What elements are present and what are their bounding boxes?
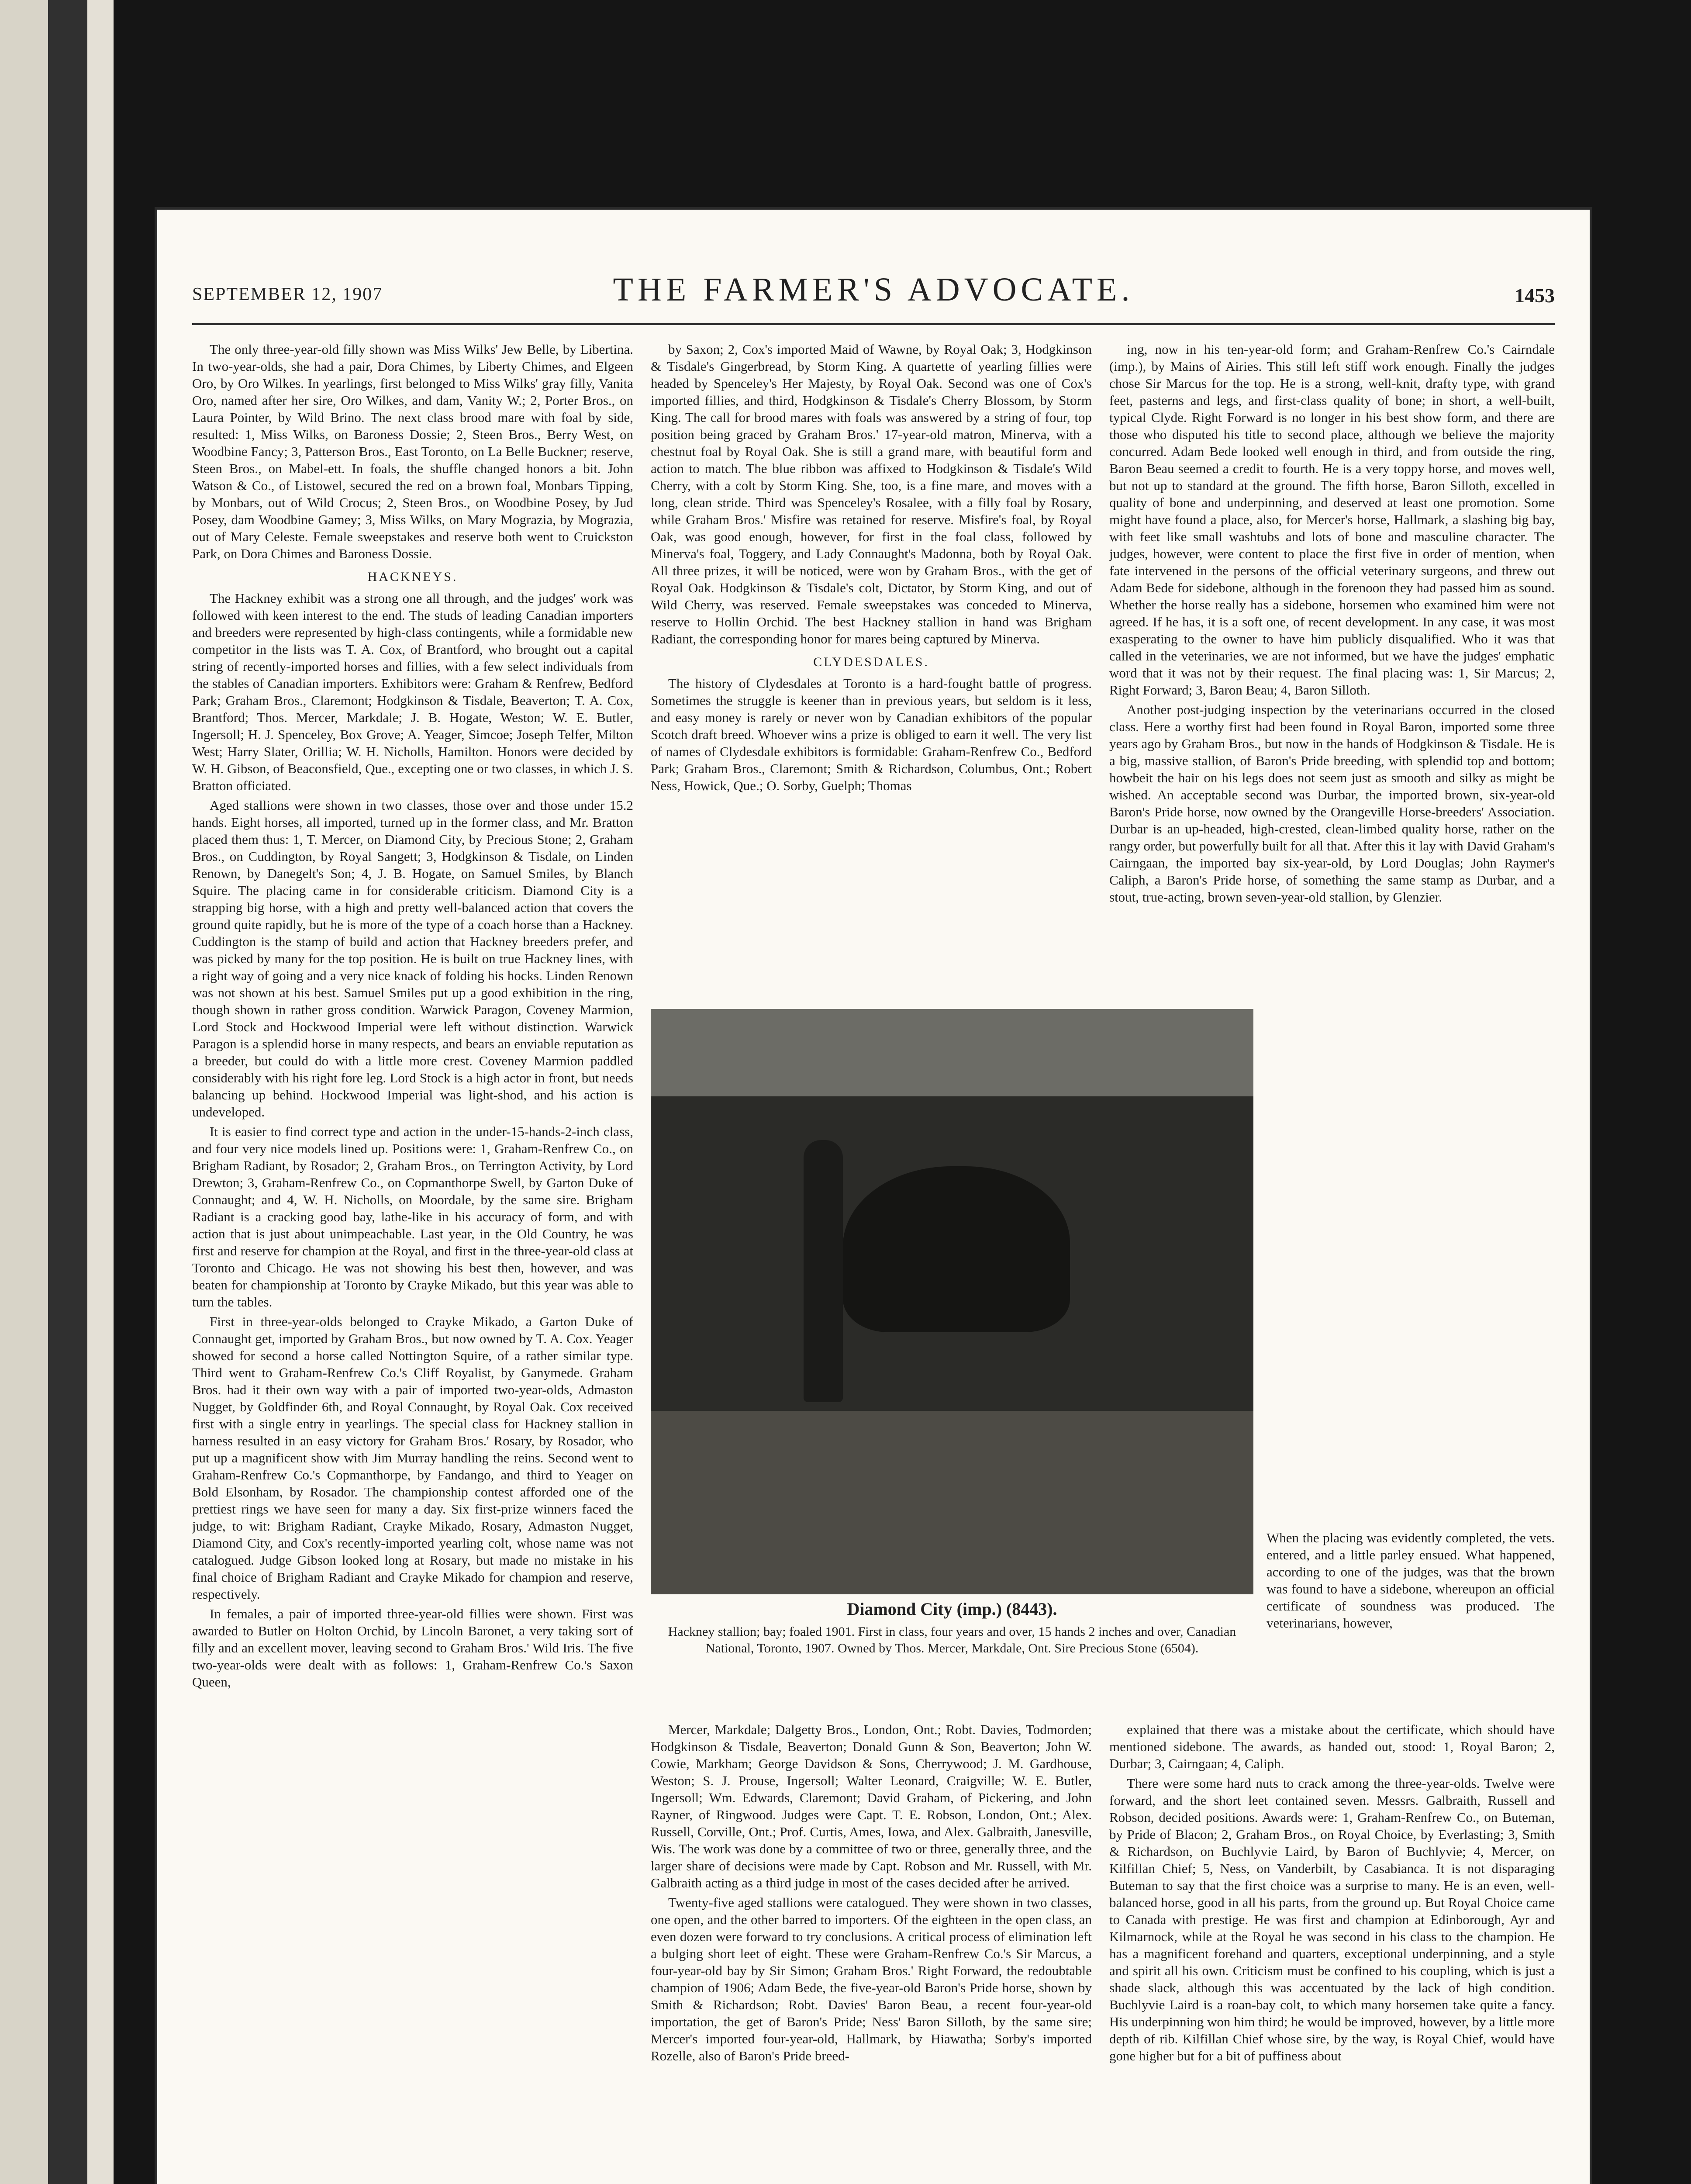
page-number: 1453 — [1515, 284, 1555, 307]
column-3-bottom — [1109, 1721, 1555, 2184]
section-heading-clydesdales: CLYDESDALES. — [813, 655, 929, 669]
paragraph: When the placing was evidently completed, the vets. entered, and a little parley ensued. What happened, according to one of the judges, was that the brown was found to have a sidebone, whereupon an official certificate of soundness was produced. The veterinarians, however, — [1267, 1530, 1555, 1631]
paragraph: Twenty-five aged stallions were catalogued. They were shown in two classes, one open, and the other barred to importers. Of the eighteen in the open class, an even dozen were forward to try conclusions. A critical process of elimination left a bulging short leet of eight. These were Graham-Renfrew Co.'s Sir Marcus, a four-year-old bay by Sir Simon; Graham Bros.' Right Forward, the redoubtable champion of 1906; Adam Bede, the five-year-old Baron's Pride horse, shown by Smith & Richardson; Robt. Davies' Baron Beau, a recent four-year-old importation, the get of Baron's Pride; Ness' Baron Silloth, by the same sire; Mercer's imported four-year-old, Hallmark, by Hiawatha; Sorby's imported Rozelle, also of Baron's Pride breed- — [651, 1895, 1092, 2063]
paragraph: The history of Clydesdales at Toronto is a hard-fought battle of progress. Sometimes the struggle is keener than in previous years, but seldom is it less, and easy money is rarely or never won by Canadian exhibitors of the popular Scotch draft breed. Whoever wins a prize is obliged to earn it well. The very list of names of Clydesdale exhibitors is formidable: Graham-Renfrew Co., Bedford Park; Graham Bros., Claremont; Smith & Richardson, Columbus, Ont.; Robert Ness, Howick, Que.; O. Sorby, Guelph; Thomas — [651, 676, 1092, 793]
paragraph: The Hackney exhibit was a strong one all through, and the judges' work was followed with keen interest to the end. The studs of leading Canadian importers and breeders were represented by high-class contingents, while a formidable new competitor in the lists was T. A. Cox, of Brantford, who brought out a capital string of recently-imported horses and fillies, with a few select individuals from the stables of Canadian importers. Exhibitors were: Graham & Renfrew, Bedford Park; Graham Bros., Claremont; Hodgkinson & Tisdale, Beaverton; T. A. Cox, Brantford; Thos. Mercer, Markdale; J. B. Hogate, Weston; W. E. Butler, Ingersoll; H. J. Spenceley, Box Grove; A. Yeager, Simcoe; Joseph Telfer, Milton West; Harry Slater, Orillia; W. H. Nicholls, Hamilton. Honors were decided by W. H. Gibson, of Beaconsfield, Que., excepting one or two classes, in which J. S. Bratton officiated. — [192, 591, 633, 793]
publication-title: THE FARMER'S ADVOCATE. — [613, 271, 1134, 308]
paragraph: Another post-judging inspection by the veterinarians occurred in the closed class. Here a worthy first had been found in Royal Baron, imported some three years ago by Graham Bros., but now in the hands of Hodgkinson & Tisdale. He is a big, massive stallion, of Baron's Pride breeding, with splendid top and bottom; howbeit the hair on his legs does not seem just as smooth and silky as might be wished. An acceptable second was Durbar, the imported brown, six-year-old Baron's Pride horse, now owned by the Orangeville Horse-breeders' Association. Durbar is an up-headed, high-crested, clean-limbed quality horse, rather on the rangy order, but powerfully built for all that. After this it lay with David Graham's Cairngaan, the imported bay six-year-old, by Lord Douglas; John Raymer's Caliph, a Baron's Pride horse, of something the same stamp as Durbar, and a stout, true-acting, brown seven-year-old stallion, by Glenzier. — [1109, 702, 1555, 905]
paragraph: ing, now in his ten-year-old form; and Graham-Renfrew Co.'s Cairndale (imp.), by Mains of Airies. This still left stiff work enough. Finally the judges chose Sir Marcus for the top. He is a strong, well-knit, drafty type, with grand feet, pasterns and legs, and first-class quality of bone; in short, a well-built, typical Clyde. Right Forward is no longer in his best show form, and there are those who disputed his title to second place, although we believe the majority concurred. Adam Bede looked well enough in third, and from outside the ring, Baron Beau seemed a credit to fourth. He is a very toppy horse, and moves well, but not up to standard at the ground. The fifth horse, Baron Silloth, excelled in quality of bone and underpinning, and deserved at least one promotion. Some might have found a place, also, for Mercer's horse, Hallmark, a slashing big bay, with feet like small washtubs and lots of bone and masculine character. The judges, however, were content to place the first five in order of mention, when fate intervened in the persons of the official veterinary surgeons, and threw out Adam Bede for sidebone, although in the forenoon they had passed him as sound. Whether the horse really has a sidebone, horsemen who examined him were not agreed. If he has, it is a soft one, of recent development. In any case, it was most exasperating to the owner to have him publicly disqualified. Who it was that called in the veterinaries, we are not informed, but we have the judges' emphatic word that it was not by their request. The final placing was: 1, Sir Marcus; 2, Right Forward; 3, Baron Beau; 4, Baron Silloth. — [1109, 342, 1555, 698]
caption-text: Hackney stallion; bay; foaled 1901. First in class, four years and over, 15 hands 2 inches and over, Canadian National, Toronto, 1907. Owned by Thos. Mercer, Markdale, Ont. Sire Precious Stone (6504). — [668, 1624, 1236, 1655]
column-1 — [192, 341, 633, 2184]
section-heading-hackneys: HACKNEYS. — [367, 570, 458, 584]
paragraph: It is easier to find correct type and action in the under-15-hands-2-inch class, and four very nice models lined up. Positions were: 1, Graham-Renfrew Co., on Brigham Radiant, by Rosador; 2, Graham Bros., on Terrington Activity, by Lord Drewton; 3, Graham-Renfrew Co., on Copmanthorpe Swell, by Garton Duke of Connaught; and 4, W. H. Nicholls, on Moordale, by the same sire. Brigham Radiant is a cracking good bay, lathe-like in his accuracy of form, and with action that is just about unimpeachable. Last year, in the Old Country, he was first and reserve for champion at the Royal, and first in the three-year-old class at Toronto and Chicago. He was not showing his best then, however, and was beaten for championship at Toronto by Crayke Mikado, but this year was able to turn the tables. — [192, 1124, 633, 1310]
column-2-bottom — [651, 1721, 1092, 2184]
paragraph: by Saxon; 2, Cox's imported Maid of Wawne, by Royal Oak; 3, Hodgkinson & Tisdale's Gingerbread, by Storm King. A quartette of yearling fillies were headed by Spenceley's Her Majesty, by Royal Oak. Second was one of Cox's imported fillies, and third, Hodgkinson & Tisdale's Cherry Blossom, by Storm King. The call for brood mares with foals was answered by a string of four, top position being graced by Graham Bros.' 17-year-old matron, Minerva, with a chestnut foal by Royal Oak. She is still a grand mare, with beautiful form and action to match. The blue ribbon was affixed to Hodgkinson & Tisdale's Wild Cherry, with a colt by Storm King. She, too, is a fine mare, and moves with a long, clean stride. Third was Spenceley's Rosalee, with a filly foal by Rosary, while Graham Bros.' Misfire was retained for reserve. Misfire's foal, by Royal Oak, was good enough, however, for first in the foal class, followed by Minerva's foal, Toggery, and Lady Connaught's Madonna, both by Royal Oak. All three prizes, it will be noticed, were won by Graham Bros., with the get of Royal Oak. Hodgkinson & Tisdale's colt, Dictator, by Storm King, and out of Wild Cherry, was reserved. Female sweepstakes was conceded to Minerva, reserve to Hollin Orchid. The best Hackney stallion in hand was Brigham Radiant, the corresponding honor for mares being captured by Minerva. — [651, 342, 1092, 646]
paragraph: In females, a pair of imported three-year-old fillies were shown. First was awarded to Butler on Holton Orchid, by Lincoln Baronet, a very taking sort of filly and an excellent mover, leaving second to Graham Bros.' Wild Iris. The five two-year-olds were dealt with as follows: 1, Graham-Renfrew Co.'s Saxon Queen, — [192, 1606, 633, 1690]
column-2-top — [651, 341, 1092, 1005]
issue-date: SEPTEMBER 12, 1907 — [192, 284, 383, 304]
paragraph: The only three-year-old filly shown was Miss Wilks' Jew Belle, by Libertina. In two-year-olds, she had a pair, Dora Chimes, by Liberty Chimes, and Elgeen Oro, by Oro Wilkes. In yearlings, first belonged to Miss Wilks' gray filly, Vanita Oro, named after her sire, Oro Wilkes, and dam, Vanity W.; 2, Porter Bros., on Laura Pointer, by Wild Brino. The next class brood mare with foal by side, resulted: 1, Miss Wilks, on Baroness Dossie; 2, Steen Bros., Berry West, on Woodbine Fancy; 3, Patterson Bros., East Toronto, on La Belle Buckner; reserve, Steen Bros., on Mabel-ett. In foals, the shuffle changed honors a bit. John Watson & Co., of Listowel, secured the red on a brown foal, Monbars Tipping, by Monbars, out of Wild Crocus; 2, Steen Bros., on Woodbine Posey, by Jud Posey, dam Woodbine Gamey; 3, Miss Wilks, on Mary Mograzia, by Mograzia, out of Mary Celeste. Female sweepstakes and reserve both went to Cruickston Park, on Dora Chimes and Baroness Dossie. — [192, 342, 633, 561]
adjacent-page-strip — [87, 0, 114, 2184]
photo-horse — [843, 1166, 1070, 1332]
column-3-narrow — [1267, 1516, 1555, 1717]
header-rule — [192, 323, 1555, 325]
paragraph: First in three-year-olds belonged to Crayke Mikado, a Garton Duke of Connaught get, imported by Graham Bros., but now owned by T. A. Cox. Yeager showed for second a horse called Nottington Squire, of a rather similar type. Third went to Graham-Renfrew Co.'s Cliff Royalist, by Ganymede. Graham Bros. had it their own way with a pair of imported two-year-olds, Admaston Nugget, by Goldfinder 6th, and Royal Connaught, by Royal Oak. Cox received first with a single entry in yearlings. The special class for Hackney stallion in harness resulted in an easy victory for Graham Bros.' Rosary, by Rosador, who put up a magnificent show with Jim Murray handling the reins. Second went to Graham-Renfrew Co.'s Copmanthorpe, by Fandango, and third to Yeager on Bold Elsonham, by Rosador. The championship contest afforded one of the prettiest rings we have seen for many a day. Six first-prize winners faced the judge, to wit: Brigham Radiant, Crayke Mikado, Rosary, Admaston Nugget, Diamond City, and Cox's recently-imported yearling colt, whose name was not catalogued. Judge Gibson looked long at Rosary, but made no mistake in his final choice of Brigham Radiant and Crayke Mikado for champion and reserve, respectively. — [192, 1314, 633, 1602]
paragraph: Mercer, Markdale; Dalgetty Bros., London, Ont.; Robt. Davies, Todmorden; Hodgkinson & Tisdale, Beaverton; Donald Gunn & Son, Beaverton; John W. Cowie, Markham; George Davidson & Sons, Cherrywood; J. M. Gardhouse, Weston; S. J. Prouse, Ingersoll; Walter Leonard, Craigville; W. E. Butler, Ingersoll; Wm. Edwards, Claremont; David Graham, of Pickering, and John Rayner, of Ringwood. Judges were Capt. T. E. Robson, London, Ont.; Alex. Russell, Corville, Ont.; Prof. Curtis, Ames, Iowa, and Alex. Galbraith, Janesville, Wis. The work was done by a committee of two or three, generally three, and the larger share of decisions were made by Capt. Robson and Mr. Russell, with Mr. Galbraith acting as a third judge in most of the cases decided after he arrived. — [651, 1722, 1092, 1890]
newspaper-page — [157, 210, 1590, 2184]
page-gutter-shadow — [48, 0, 87, 2184]
photo-caption — [651, 1599, 1253, 1657]
paragraph: explained that there was a mistake about the certificate, which should have mentioned sidebone. The awards, as handed out, stood: 1, Royal Baron; 2, Durbar; 3, Cairngaan; 4, Caliph. — [1109, 1722, 1555, 1771]
paragraph: Aged stallions were shown in two classes, those over and those under 15.2 hands. Eight horses, all imported, turned up in the former class, and Mr. Bratton placed them thus: 1, T. Mercer, on Diamond City, by Precious Stone; 2, Graham Bros., on Cuddington, by Royal Sangett; 3, Hodgkinson & Tisdale, on Linden Renown, by Danegelt's Son; 4, J. B. Hogate, on Samuel Smiles, by Blanch Squire. The placing came in for considerable criticism. Diamond City is a strapping big horse, with a high and pretty well-balanced action that covers the ground quite rapidly, but he is more of the type of a coach horse than a Hackney. Cuddington is the stamp of build and action that Hackney breeders prefer, and was picked by many for the top position. He is built on true Hackney lines, with a right way of going and a very nice knack of folding his hocks. Linden Renown was not shown at his best. Samuel Smiles put up a good exhibition in the ring, though shown in rather gross condition. Warwick Paragon, Coveney Marmion, Lord Stock and Hockwood Imperial were left without distinction. Warwick Paragon is a splendid horse in many respects, and bears an enviable reputation as a breeder, but could do with a little more crest. Coveney Marmion paddled considerably with his right fore leg. Lord Stock is a high actor in front, but needs balancing up behind. Hockwood Imperial was light-shod, and his action is undeveloped. — [192, 798, 633, 1120]
caption-title: Diamond City (imp.) (8443). — [847, 1599, 1057, 1619]
paragraph: There were some hard nuts to crack among the three-year-olds. Twelve were forward, and the short leet contained seven. Messrs. Galbraith, Russell and Robson, decided positions. Awards were: 1, Graham-Renfrew Co., on Buteman, by Pride of Blacon; 2, Graham Bros., on Royal Choice, by Everlasting; 3, Smith & Richardson, on Buchlyvie Laird, by Baron of Buchlyvie; 4, Mercer, on Kilfillan Chief; 5, Ness, on Vanderbilt, by Casabianca. It is not disparaging Buteman to say that the first choice was a surprise to many. He is an even, well-balanced horse, good in all his parts, from the ground up. But Royal Choice came to Canada with prestige. He was first and champion at Edinborough, Ayr and Kilmarnock, while at the Royal he was second in his class to the champion. He has a magnificent forehand and quarters, exceptional underpinning, and a style and spirit all his own. Criticism must be confined to his coupling, which is just a shade slack, although this was accentuated by the lack of high condition. Buchlyvie Laird is a roan-bay colt, to which many horsemen take quite a fancy. His underpinning won him third; he would be improved, however, by a little more depth of rib. Kilfillan Chief whose sire, by the way, is Royal Chief, would have gone higher but for a bit of puffiness about — [1109, 1776, 1555, 2063]
column-3-top — [1109, 341, 1555, 1520]
page-header — [192, 271, 1555, 323]
photo-handler — [804, 1140, 843, 1402]
